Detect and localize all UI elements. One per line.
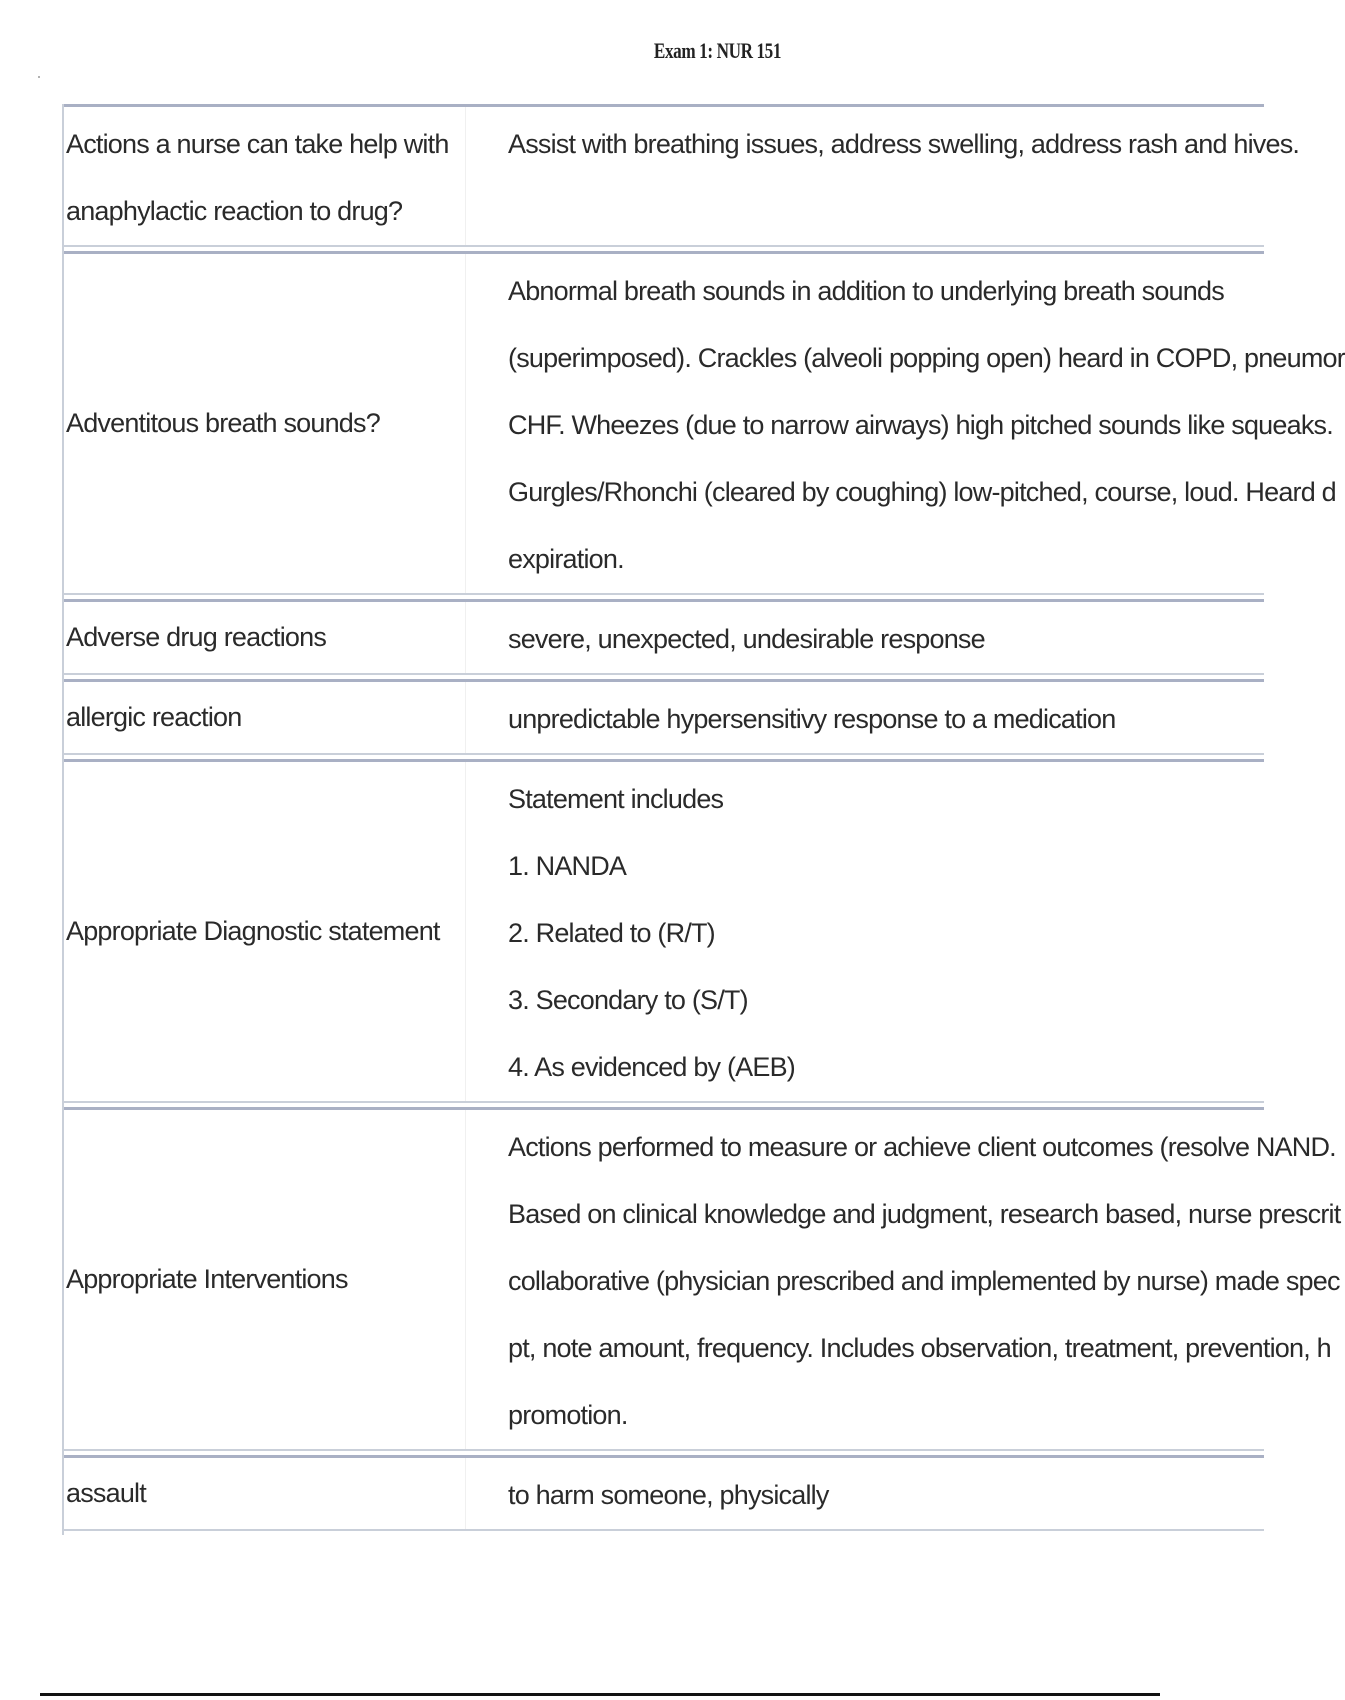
term-text: assault xyxy=(66,1478,146,1508)
definition-text: Assist with breathing issues, address swelling, address rash and hives. xyxy=(508,129,1300,159)
bottom-divider xyxy=(40,1693,1160,1696)
definition-text: promotion. xyxy=(508,1400,628,1430)
definition-text: 3. Secondary to (S/T) xyxy=(508,985,748,1015)
term-text: Appropriate Interventions xyxy=(66,1264,348,1294)
term-cell xyxy=(64,1458,466,1529)
flashcard-row xyxy=(64,1107,1341,1451)
term-text: Adverse drug reactions xyxy=(66,622,327,652)
flashcard-row xyxy=(64,1455,1264,1531)
definition-text: 2. Related to (R/T) xyxy=(508,918,715,948)
flashcard-row xyxy=(64,104,1300,247)
stray-mark xyxy=(38,76,40,78)
definition-cell xyxy=(466,682,1264,753)
definition-text: to harm someone, physically xyxy=(508,1480,829,1510)
term-text: allergic reaction xyxy=(66,702,242,732)
definition-text: expiration. xyxy=(508,544,624,574)
definition-text: pt, note amount, frequency. Includes observation, treatment, prevention, h xyxy=(508,1333,1331,1363)
term-text: anaphylactic reaction to drug? xyxy=(66,196,403,226)
definition-text: severe, unexpected, undesirable response xyxy=(508,624,985,654)
definition-text: 1. NANDA xyxy=(508,851,627,881)
term-cell xyxy=(64,762,466,1101)
definition-text: CHF. Wheezes (due to narrow airways) high pitched sounds like squeaks. xyxy=(508,410,1333,440)
definition-text: 4. As evidenced by (AEB) xyxy=(508,1052,795,1082)
definition-text: unpredictable hypersensitivy response to a medication xyxy=(508,704,1116,734)
flashcard-table xyxy=(62,104,1345,1535)
definition-text: (superimposed). Crackles (alveoli popping open) heard in COPD, pneumor xyxy=(508,343,1345,373)
term-cell xyxy=(64,107,466,245)
term-text: Appropriate Diagnostic statement xyxy=(66,916,440,946)
definition-text: collaborative (physician prescribed and implemented by nurse) made spec xyxy=(508,1266,1340,1296)
term-text: Adventitous breath sounds? xyxy=(66,408,380,438)
flashcard-row xyxy=(64,759,1264,1103)
definition-cell xyxy=(466,107,1299,245)
definition-cell xyxy=(466,1458,1264,1529)
definition-cell xyxy=(466,762,1264,1101)
document-title: Exam 1: NUR 151 xyxy=(653,38,782,63)
definition-text: Gurgles/Rhonchi (cleared by coughing) low-pitched, course, loud. Heard d xyxy=(508,477,1336,507)
definition-cell xyxy=(466,602,1264,673)
term-cell xyxy=(64,602,466,673)
definition-text: Based on clinical knowledge and judgment, research based, nurse prescrit xyxy=(508,1199,1341,1229)
flashcard-row xyxy=(64,599,1264,675)
term-text: Actions a nurse can take help with xyxy=(66,129,449,159)
term-cell xyxy=(64,1110,466,1449)
definition-cell xyxy=(466,254,1345,593)
definition-text: Actions performed to measure or achieve client outcomes (resolve NAND. xyxy=(508,1132,1336,1162)
term-cell xyxy=(64,682,466,753)
definition-text: Abnormal breath sounds in addition to underlying breath sounds xyxy=(508,276,1224,306)
term-cell xyxy=(64,254,466,593)
definition-cell xyxy=(466,1110,1340,1449)
flashcard-row xyxy=(64,251,1345,595)
flashcard-row xyxy=(64,679,1264,755)
definition-text: Statement includes xyxy=(508,784,724,814)
